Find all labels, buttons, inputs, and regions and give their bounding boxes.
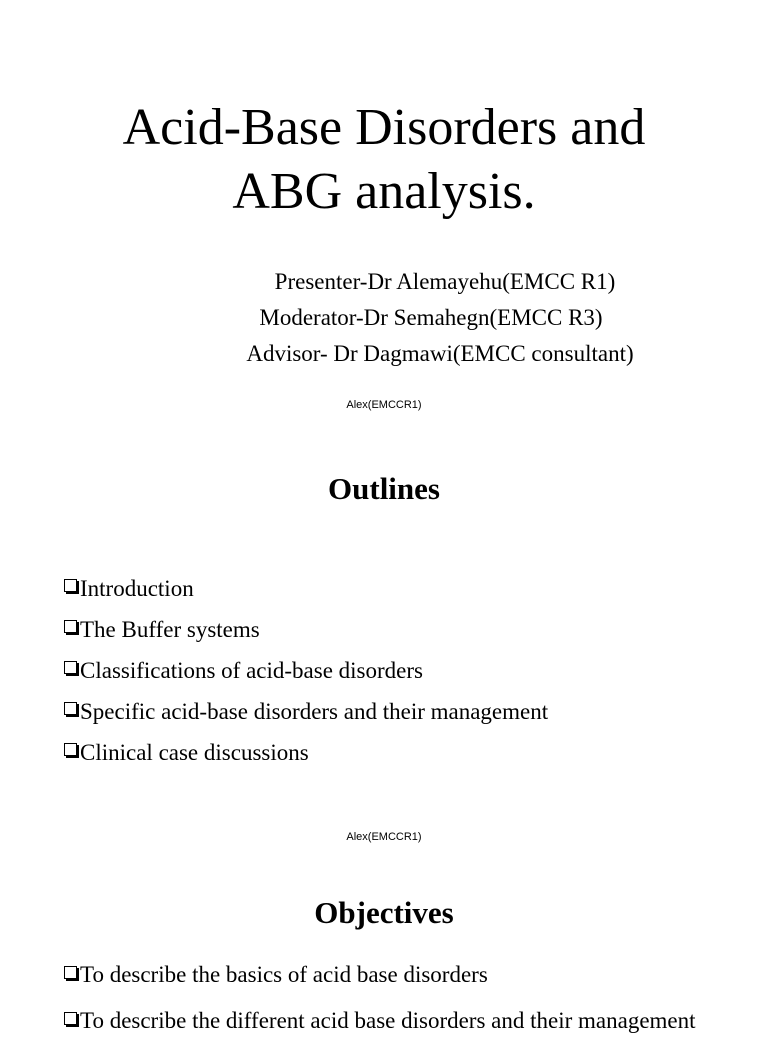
- list-item: [64, 568, 548, 609]
- objectives-heading: Objectives: [314, 895, 454, 930]
- list-item: [64, 998, 696, 1044]
- hollow-square-bullet-icon: [64, 702, 77, 715]
- slide-footer: Alex(EMCCR1): [346, 831, 422, 843]
- outline-list: [64, 568, 548, 773]
- slide-footer: Alex(EMCCR1): [346, 399, 422, 411]
- outlines-heading: Outlines: [328, 471, 440, 506]
- slide-title-line-1: Acid-Base Disorders and: [122, 99, 646, 156]
- hollow-square-bullet-icon: [64, 743, 77, 756]
- list-item: [64, 650, 548, 691]
- slide-title: [0, 96, 768, 224]
- list-item: [64, 609, 548, 650]
- hollow-square-bullet-icon: [64, 1012, 77, 1025]
- list-item-text: Specific acid-base disorders and their management: [80, 698, 549, 724]
- hollow-square-bullet-icon: [64, 661, 77, 674]
- list-item-text: Classifications of acid-base disorders: [80, 657, 423, 683]
- credits-block: [0, 264, 768, 372]
- list-item-text: To describe the basics of acid base disorders: [80, 962, 488, 987]
- list-item-text: To describe the different acid base disorders and their management: [80, 1008, 696, 1033]
- list-item-text: Introduction: [80, 575, 194, 601]
- list-item-text: The Buffer systems: [80, 616, 260, 642]
- presenter-credit: Presenter-Dr Alemayehu(EMCC R1): [274, 269, 616, 294]
- hollow-square-bullet-icon: [64, 966, 77, 979]
- objective-list: [64, 952, 696, 1044]
- slide-title-line-2: ABG analysis.: [232, 163, 536, 220]
- list-item: [64, 952, 696, 998]
- hollow-square-bullet-icon: [64, 579, 77, 592]
- list-item: [64, 732, 548, 773]
- moderator-credit: Moderator-Dr Semahegn(EMCC R3): [259, 305, 603, 330]
- list-item: [64, 691, 548, 732]
- list-item-text: Clinical case discussions: [80, 739, 309, 765]
- hollow-square-bullet-icon: [64, 620, 77, 633]
- advisor-credit: Advisor- Dr Dagmawi(EMCC consultant): [246, 341, 634, 366]
